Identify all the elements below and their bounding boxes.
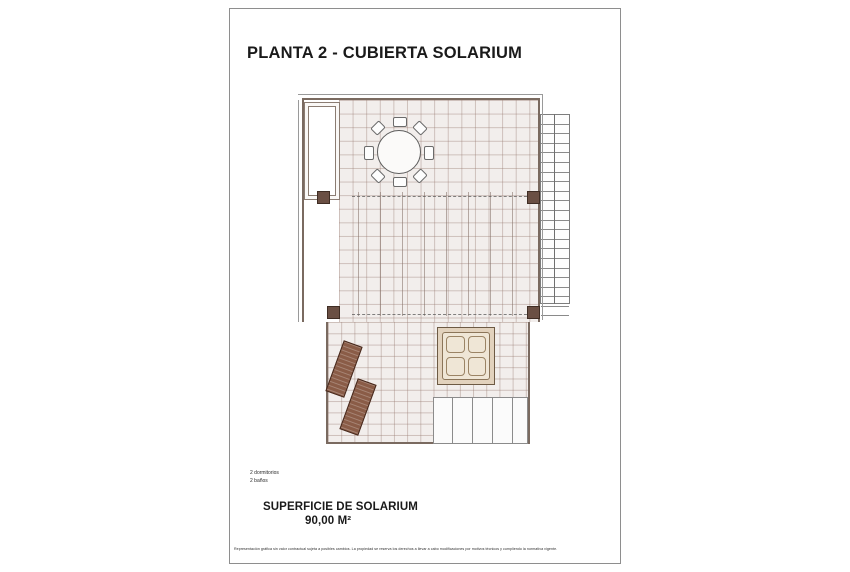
wall-top: [302, 98, 540, 100]
stair-handrail: [554, 114, 555, 304]
wall-left-outline: [298, 100, 299, 322]
wall-left-upper: [302, 100, 304, 322]
pergola-slat: [380, 192, 381, 316]
pergola-slat: [512, 192, 513, 316]
column: [527, 191, 540, 204]
rooms-note-bedrooms: 2 dormitorios: [250, 470, 279, 476]
column: [527, 306, 540, 319]
jacuzzi-seat: [468, 336, 486, 353]
pergola-slat: [424, 192, 425, 316]
legal-disclaimer: Representación gráfica sin valor contractual sujeta a posibles cambios. La propiedad se reserva los derechos a llevar a cabo modificaciones por motivos técnicos y cumpliendo la normativa vigente.: [234, 547, 558, 551]
outline-right: [542, 94, 543, 320]
machine-room-inner: [308, 106, 336, 196]
pergola-slat: [358, 192, 359, 316]
surface-label: SUPERFICIE DE SOLARIUM: [263, 501, 418, 513]
pergola-slat: [468, 192, 469, 316]
wall-right-lower: [528, 322, 530, 444]
jacuzzi-seat: [468, 357, 486, 376]
pergola-beam: [352, 196, 532, 197]
pergola-slat: [446, 192, 447, 316]
dining-table: [377, 130, 421, 174]
chair: [424, 146, 434, 160]
jacuzzi-seat: [446, 336, 465, 353]
column: [327, 306, 340, 319]
surface-value: 90,00 M²: [305, 515, 352, 527]
surface-block: [263, 501, 418, 527]
pergola-beam: [352, 314, 532, 315]
pergola-slat: [490, 192, 491, 316]
outline-top: [298, 94, 542, 95]
floorplan-drawing: [290, 92, 570, 462]
column: [317, 191, 330, 204]
rooms-note: [250, 470, 279, 485]
chair: [393, 117, 407, 127]
jacuzzi-seat: [446, 357, 465, 376]
staircase: [540, 114, 570, 304]
chair: [364, 146, 374, 160]
pergola-area: [352, 192, 530, 316]
pergola-slat: [402, 192, 403, 316]
railing: [433, 397, 528, 444]
page-title: PLANTA 2 - CUBIERTA SOLARIUM: [247, 44, 523, 62]
rooms-note-bathrooms: 2 baños: [250, 477, 268, 484]
chair: [393, 177, 407, 187]
